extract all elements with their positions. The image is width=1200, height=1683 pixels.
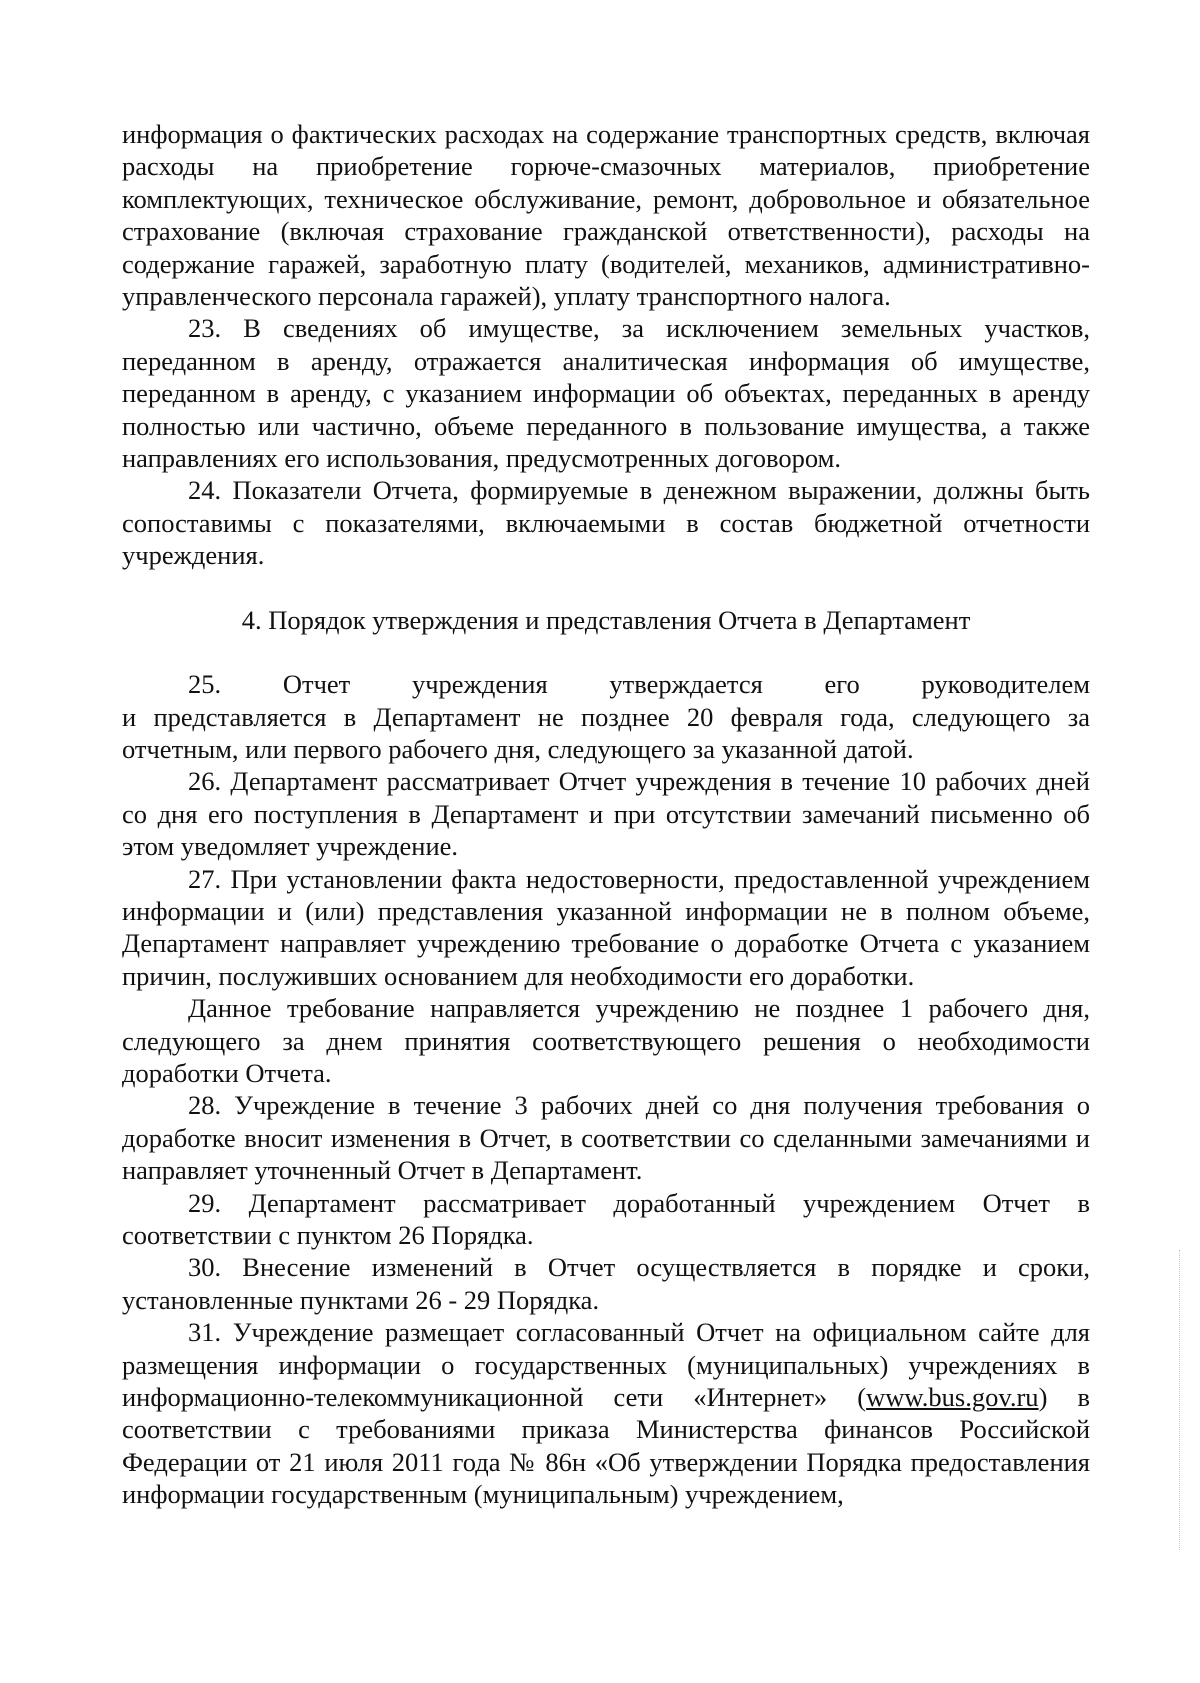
section-heading: 4. Порядок утверждения и представления Отчета в Департамент bbox=[241, 604, 971, 635]
paragraph-24: 24. Показатели Отчета, формируемые в денежном выражении, должны быть сопоставимы с показателями, включаемыми в состав бюджетной отчетности учреждения. bbox=[122, 475, 1090, 571]
paragraph-31 bbox=[122, 1316, 1090, 1510]
paragraph-22-continuation: информация о фактических расходах на содержание транспортных средств, включая расходы на приобретение горюче-смазочных материалов, приобретение комплектующих, техническое обслуживание, ремонт, добровольное и обязательное страхование (включая страхование гражданской ответственности), расходы на содержание гаражей, заработную плату (водителей, механиков, административно-управленческого персонала гаражей), уплату транспортного налога. bbox=[122, 119, 1090, 312]
paragraph-27: 27. При установлении факта недостоверности, предоставленной учреждением информации и (или) представления указанной информации не в полном объеме, Департамент направляет учреждению требование о доработке Отчета с указанием причин, послуживших основанием для необходимости его доработки. bbox=[122, 863, 1090, 991]
paragraph-26: 26. Департамент рассматривает Отчет учреждения в течение 10 рабочих дней со дня его поступления в Департамент и при отсутствии замечаний письменно об этом уведомляет учреждение. bbox=[122, 766, 1090, 862]
paragraph-31-text-start: 31. Учреждение размещает согласованный Отчет на официальном сайте для размещения информации о государственных (муниципальных) учреждениях в информационно-телекоммуникационной сети «Интернет» ( bbox=[122, 1317, 1090, 1413]
paragraph-23: 23. В сведениях об имуществе, за исключением земельных участков, переданном в аренду, отражается аналитическая информация об имуществе, переданном в аренду, с указанием информации об объектах, переданных в аренду полностью или частично, объеме переданного в пользование имущества, а также направлениях его использования, предусмотренных договором. bbox=[122, 313, 1090, 474]
spacer bbox=[122, 572, 1090, 604]
paragraph-25-first-line: 25. Отчет учреждения утверждается его руководителем bbox=[188, 669, 1090, 700]
document-body bbox=[122, 118, 1090, 1511]
paragraph-31-text-end: ) в соответствии с требованиями приказа Министерства финансов Российской Федерации от 21 июля 2011 года № 86н «Об утверждении Порядка предоставления информации государственным (муниципальным) учреждением, bbox=[122, 1382, 1090, 1510]
scan-edge-marks bbox=[1177, 1250, 1180, 1550]
paragraph-30: 30. Внесение изменений в Отчет осуществляется в порядке и сроки, установленные пунктами 26 - 29 Порядка. bbox=[122, 1252, 1090, 1315]
paragraph-27-note: Данное требование направляется учреждению не позднее 1 рабочего дня, следующего за днем принятия соответствующего решения о необходимости доработки Отчета. bbox=[122, 993, 1090, 1088]
paragraph-28: 28. Учреждение в течение 3 рабочих дней со дня получения требования о доработке вносит изменения в Отчет, в соответствии со сделанными замечаниями и направляет уточненный Отчет в Департамент. bbox=[122, 1090, 1090, 1186]
bus-gov-link[interactable]: www.bus.gov.ru bbox=[866, 1382, 1039, 1413]
paragraph-29: 29. Департамент рассматривает доработанный учреждением Отчет в соответствии с пунктом 26 Порядка. bbox=[122, 1187, 1090, 1250]
paragraph-25-rest: и представляется в Департамент не позднее 20 февраля года, следующего за отчетным, или первого рабочего дня, следующего за указанной датой. bbox=[122, 701, 1090, 764]
spacer bbox=[122, 636, 1090, 668]
